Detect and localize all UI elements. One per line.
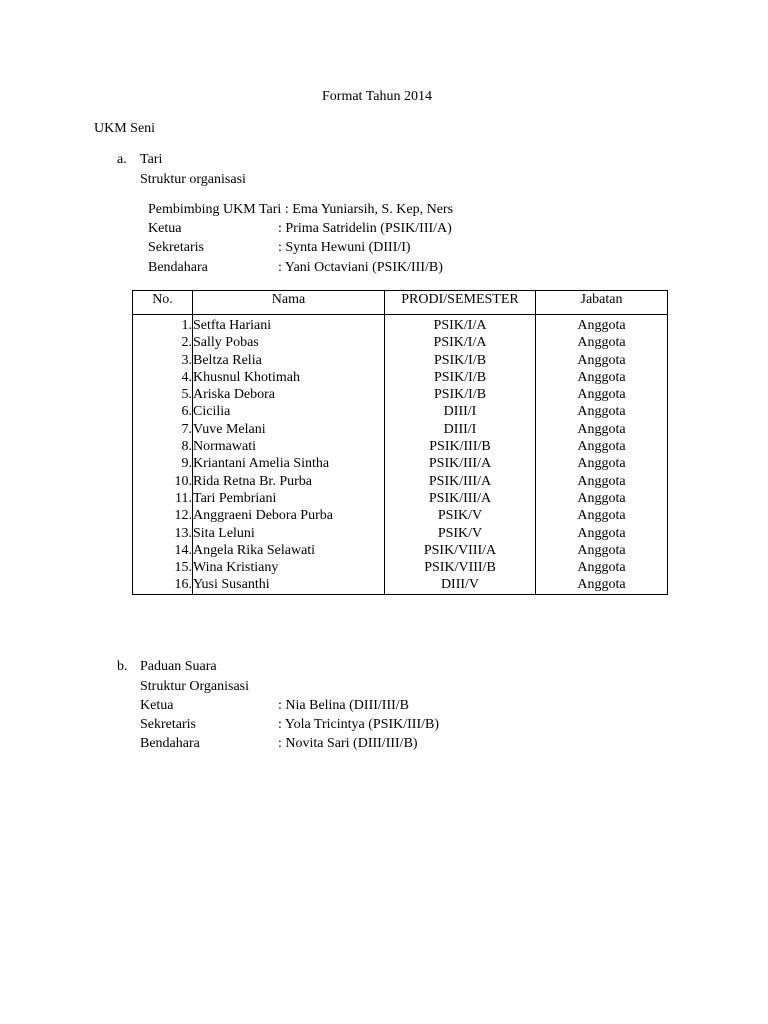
section-a-subheading: Struktur organisasi xyxy=(140,172,246,187)
officer-value-bendahara-b: : Novita Sari (DIII/III/B) xyxy=(278,736,418,751)
member-prodi: DIII/I xyxy=(385,421,536,438)
member-jabatan: Anggota xyxy=(536,315,668,335)
table-row xyxy=(133,352,668,369)
officer-value-ketua-b: : Nia Belina (DIII/III/B xyxy=(278,698,410,713)
table-row xyxy=(133,559,668,576)
row-number: 13. xyxy=(133,525,193,542)
table-row xyxy=(133,421,668,438)
member-jabatan: Anggota xyxy=(536,369,668,386)
member-jabatan: Anggota xyxy=(536,507,668,524)
ukm-heading: UKM Seni xyxy=(94,121,156,136)
member-name: Sita Leluni xyxy=(193,525,385,542)
member-prodi: PSIK/III/B xyxy=(385,438,536,455)
officer-label-ketua: Ketua xyxy=(148,221,182,236)
officer-value-bendahara: : Yani Octaviani (PSIK/III/B) xyxy=(278,260,443,275)
col-header-prodi: PRODI/SEMESTER xyxy=(385,291,536,315)
member-name: Beltza Relia xyxy=(193,352,385,369)
member-table xyxy=(132,290,668,595)
member-jabatan: Anggota xyxy=(536,473,668,490)
member-jabatan: Anggota xyxy=(536,559,668,576)
table-header-row xyxy=(133,291,668,315)
table-row xyxy=(133,386,668,403)
officer-label-ketua-b: Ketua xyxy=(140,698,174,713)
member-name: Wina Kristiany xyxy=(193,559,385,576)
member-name: Sally Pobas xyxy=(193,334,385,351)
member-jabatan: Anggota xyxy=(536,525,668,542)
officer-value-sekretaris-b: : Yola Tricintya (PSIK/III/B) xyxy=(278,717,440,732)
member-name: Khusnul Khotimah xyxy=(193,369,385,386)
table-row xyxy=(133,438,668,455)
row-number: 9. xyxy=(133,455,193,472)
officer-value-ketua: : Prima Satridelin (PSIK/III/A) xyxy=(278,221,452,236)
col-header-no: No. xyxy=(133,291,193,315)
member-name: Rida Retna Br. Purba xyxy=(193,473,385,490)
member-prodi: PSIK/III/A xyxy=(385,455,536,472)
table-row xyxy=(133,490,668,507)
officer-label-bendahara: Bendahara xyxy=(148,260,208,275)
member-name: Cicilia xyxy=(193,403,385,420)
row-number: 15. xyxy=(133,559,193,576)
member-name: Vuve Melani xyxy=(193,421,385,438)
table-row xyxy=(133,315,668,335)
officer-label-bendahara-b: Bendahara xyxy=(140,736,200,751)
table-row xyxy=(133,525,668,542)
col-header-nama: Nama xyxy=(193,291,385,315)
officer-label-sekretaris: Sekretaris xyxy=(148,240,204,255)
member-jabatan: Anggota xyxy=(536,421,668,438)
pembimbing-line: Pembimbing UKM Tari : Ema Yuniarsih, S. Kep, Ners xyxy=(148,202,454,217)
row-number: 6. xyxy=(133,403,193,420)
member-prodi: DIII/V xyxy=(385,576,536,594)
table-row xyxy=(133,542,668,559)
row-number: 1. xyxy=(133,315,193,335)
member-jabatan: Anggota xyxy=(536,455,668,472)
table-row xyxy=(133,473,668,490)
member-name: Setfta Hariani xyxy=(193,315,385,335)
table-row xyxy=(133,576,668,594)
section-b-subheading: Struktur Organisasi xyxy=(140,679,250,694)
section-a-heading: Tari xyxy=(140,152,163,167)
member-prodi: PSIK/V xyxy=(385,507,536,524)
member-jabatan: Anggota xyxy=(536,334,668,351)
member-jabatan: Anggota xyxy=(536,403,668,420)
row-number: 14. xyxy=(133,542,193,559)
member-prodi: PSIK/VIII/A xyxy=(385,542,536,559)
member-name: Yusi Susanthi xyxy=(193,576,385,594)
document-title: Format Tahun 2014 xyxy=(322,89,432,104)
table-row xyxy=(133,403,668,420)
row-number: 2. xyxy=(133,334,193,351)
col-header-jabatan: Jabatan xyxy=(536,291,668,315)
row-number: 11. xyxy=(133,490,193,507)
member-jabatan: Anggota xyxy=(536,542,668,559)
member-jabatan: Anggota xyxy=(536,352,668,369)
member-jabatan: Anggota xyxy=(536,438,668,455)
row-number: 4. xyxy=(133,369,193,386)
member-prodi: PSIK/I/A xyxy=(385,315,536,335)
member-name: Anggraeni Debora Purba xyxy=(193,507,385,524)
member-prodi: PSIK/V xyxy=(385,525,536,542)
member-prodi: DIII/I xyxy=(385,403,536,420)
member-prodi: PSIK/VIII/B xyxy=(385,559,536,576)
table-row xyxy=(133,369,668,386)
officer-value-sekretaris: : Synta Hewuni (DIII/I) xyxy=(278,240,411,255)
row-number: 16. xyxy=(133,576,193,594)
member-name: Tari Pembriani xyxy=(193,490,385,507)
row-number: 12. xyxy=(133,507,193,524)
row-number: 3. xyxy=(133,352,193,369)
member-prodi: PSIK/I/B xyxy=(385,369,536,386)
section-b-marker: b. xyxy=(117,659,128,674)
member-jabatan: Anggota xyxy=(536,490,668,507)
officer-label-sekretaris-b: Sekretaris xyxy=(140,717,196,732)
member-name: Ariska Debora xyxy=(193,386,385,403)
member-name: Angela Rika Selawati xyxy=(193,542,385,559)
member-table-body xyxy=(133,315,668,595)
member-prodi: PSIK/III/A xyxy=(385,473,536,490)
member-prodi: PSIK/I/B xyxy=(385,352,536,369)
row-number: 7. xyxy=(133,421,193,438)
member-prodi: PSIK/III/A xyxy=(385,490,536,507)
row-number: 5. xyxy=(133,386,193,403)
section-a-marker: a. xyxy=(117,152,127,167)
row-number: 8. xyxy=(133,438,193,455)
member-jabatan: Anggota xyxy=(536,576,668,594)
row-number: 10. xyxy=(133,473,193,490)
table-row xyxy=(133,334,668,351)
table-row xyxy=(133,507,668,524)
section-b-heading: Paduan Suara xyxy=(140,659,217,674)
member-jabatan: Anggota xyxy=(536,386,668,403)
member-name: Normawati xyxy=(193,438,385,455)
member-prodi: PSIK/I/B xyxy=(385,386,536,403)
member-prodi: PSIK/I/A xyxy=(385,334,536,351)
member-name: Kriantani Amelia Sintha xyxy=(193,455,385,472)
table-row xyxy=(133,455,668,472)
